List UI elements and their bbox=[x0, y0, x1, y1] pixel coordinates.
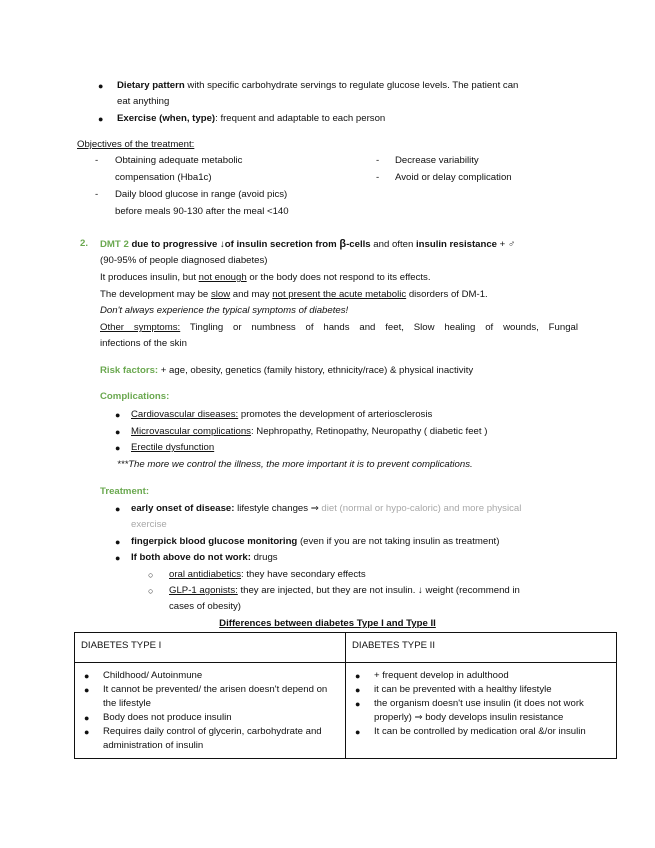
objective-left-1: Obtaining adequate metabolic bbox=[115, 155, 243, 166]
treatment-subitem-2b: cases of obesity) bbox=[169, 601, 241, 612]
exercise-line bbox=[117, 112, 385, 126]
other-symptoms-line2: infections of the skin bbox=[100, 338, 187, 349]
treatment-item-3: If both above do not work: drugs bbox=[131, 552, 278, 563]
dmt2-prevalence: (90-95% of people diagnosed diabetes) bbox=[100, 255, 268, 266]
list-item: ● Childhood/ Autoinmune bbox=[84, 670, 203, 681]
risk-factors-line: Risk factors: + age, obesity, genetics (family history, ethnicity/race) & physical inactivity bbox=[100, 365, 474, 376]
complication-item: Erectile dysfunction bbox=[131, 442, 215, 453]
dmt2-title-line: DMT 2 due to progressive ↓of insulin secretion from β-cells and often insulin resistance + ♂ bbox=[100, 238, 516, 250]
bullet-dot: ● bbox=[98, 81, 104, 91]
complications-label: Complications: bbox=[100, 391, 170, 402]
dietary-pattern-line bbox=[117, 79, 518, 93]
dietary-pattern-text2: eat anything bbox=[117, 96, 170, 107]
list-item: ● it can be prevented with a healthy lifestyle bbox=[355, 684, 552, 695]
dietary-pattern-text: with specific carbohydrate servings to regulate glucose levels. The patient can bbox=[184, 80, 519, 91]
table-header-row bbox=[75, 633, 617, 663]
treatment-item-1: early onset of disease: lifestyle changes ⇒ diet (normal or hypo-caloric) and more physical bbox=[131, 503, 522, 514]
list-item: ● Requires daily control of glycerin, carbohydrate and administration of insulin bbox=[84, 726, 322, 751]
bullet-dot: ● bbox=[115, 410, 121, 420]
col2-cell bbox=[346, 663, 617, 759]
objective-left-2b: before meals 90-130 after the meal <140 bbox=[115, 206, 289, 217]
comparison-title: Differences between diabetes Type I and Type II bbox=[219, 618, 436, 629]
objective-left-2: Daily blood glucose in range (avoid pics) bbox=[115, 189, 288, 200]
col1-header: DIABETES TYPE I bbox=[75, 633, 346, 663]
dmt2-number: 2. bbox=[80, 238, 89, 249]
complications-note: ***The more we control the illness, the more important it is to prevent complications. bbox=[117, 459, 473, 470]
dash-marker: - bbox=[376, 155, 380, 166]
list-item: ● It cannot be prevented/ the arisen doesn't depend on the lifestyle bbox=[84, 684, 328, 709]
treatment-label: Treatment: bbox=[100, 486, 150, 497]
complication-item: Microvascular complications: Nephropathy, Retinopathy, Neuropathy ( diabetic feet ) bbox=[131, 426, 488, 437]
col1-cell bbox=[75, 663, 346, 759]
list-item: ● Body does not produce insulin bbox=[84, 712, 232, 723]
bullet-dot: ● bbox=[115, 553, 121, 563]
comparison-table bbox=[74, 632, 617, 759]
table-row bbox=[75, 663, 617, 759]
dietary-pattern-line2 bbox=[117, 95, 169, 109]
dash-marker: - bbox=[95, 155, 99, 166]
dietary-pattern-label: Dietary pattern bbox=[117, 80, 185, 91]
bullet-dot: ● bbox=[115, 443, 121, 453]
exercise-text: : frequent and adaptable to each person bbox=[215, 113, 386, 124]
dmt2-development: The development may be slow and may not present the acute metabolic disorders of DM-1. bbox=[100, 289, 488, 300]
treatment-item-2: fingerpick blood glucose monitoring (even if you are not taking insulin as treatment) bbox=[131, 536, 500, 547]
objective-right-2: Avoid or delay complication bbox=[395, 172, 512, 183]
dmt2-title: DMT 2 bbox=[100, 239, 129, 250]
objectives-heading: Objectives of the treatment: bbox=[77, 139, 195, 150]
dash-marker: - bbox=[376, 172, 380, 183]
treatment-subitem-2: GLP-1 agonists: they are injected, but they are not insulin. ↓ weight (recommend in bbox=[169, 585, 520, 596]
dmt2-produces: It produces insulin, but not enough or the body does not respond to its effects. bbox=[100, 272, 431, 283]
treatment-subitem-1: oral antidiabetics: they have secondary effects bbox=[169, 569, 366, 580]
treatment-item-1b: exercise bbox=[131, 519, 167, 530]
bullet-dot: ● bbox=[115, 504, 121, 514]
complication-item: Cardiovascular diseases: promotes the development of arteriosclerosis bbox=[131, 409, 433, 420]
circle-bullet: ○ bbox=[148, 570, 154, 580]
objective-left-1b: compensation (Hba1c) bbox=[115, 172, 212, 183]
circle-bullet: ○ bbox=[148, 586, 154, 596]
exercise-label: Exercise (when, type) bbox=[117, 113, 216, 124]
dash-marker: - bbox=[95, 189, 99, 200]
objective-right-1: Decrease variability bbox=[395, 155, 479, 166]
other-symptoms-line: Other symptoms: Tingling or numbness of hands and feet, Slow healing of wounds, Fungal bbox=[100, 322, 578, 333]
bullet-dot: ● bbox=[115, 537, 121, 547]
bullet-dot: ● bbox=[98, 114, 104, 124]
dmt2-italic-note: Don't always experience the typical symptoms of diabetes! bbox=[100, 305, 349, 316]
risk-factors-label: Risk factors: bbox=[100, 365, 159, 376]
bullet-dot: ● bbox=[115, 427, 121, 437]
list-item: ● It can be controlled by medication oral &/or insulin bbox=[355, 726, 586, 737]
list-item: ● the organism doesn't use insulin (it does not work properly) ⇒ body develops insulin resistance bbox=[355, 698, 584, 723]
col2-header: DIABETES TYPE II bbox=[346, 633, 617, 663]
list-item: ● + frequent develop in adulthood bbox=[355, 670, 509, 681]
other-symptoms-label: Other symptoms: bbox=[100, 322, 181, 333]
